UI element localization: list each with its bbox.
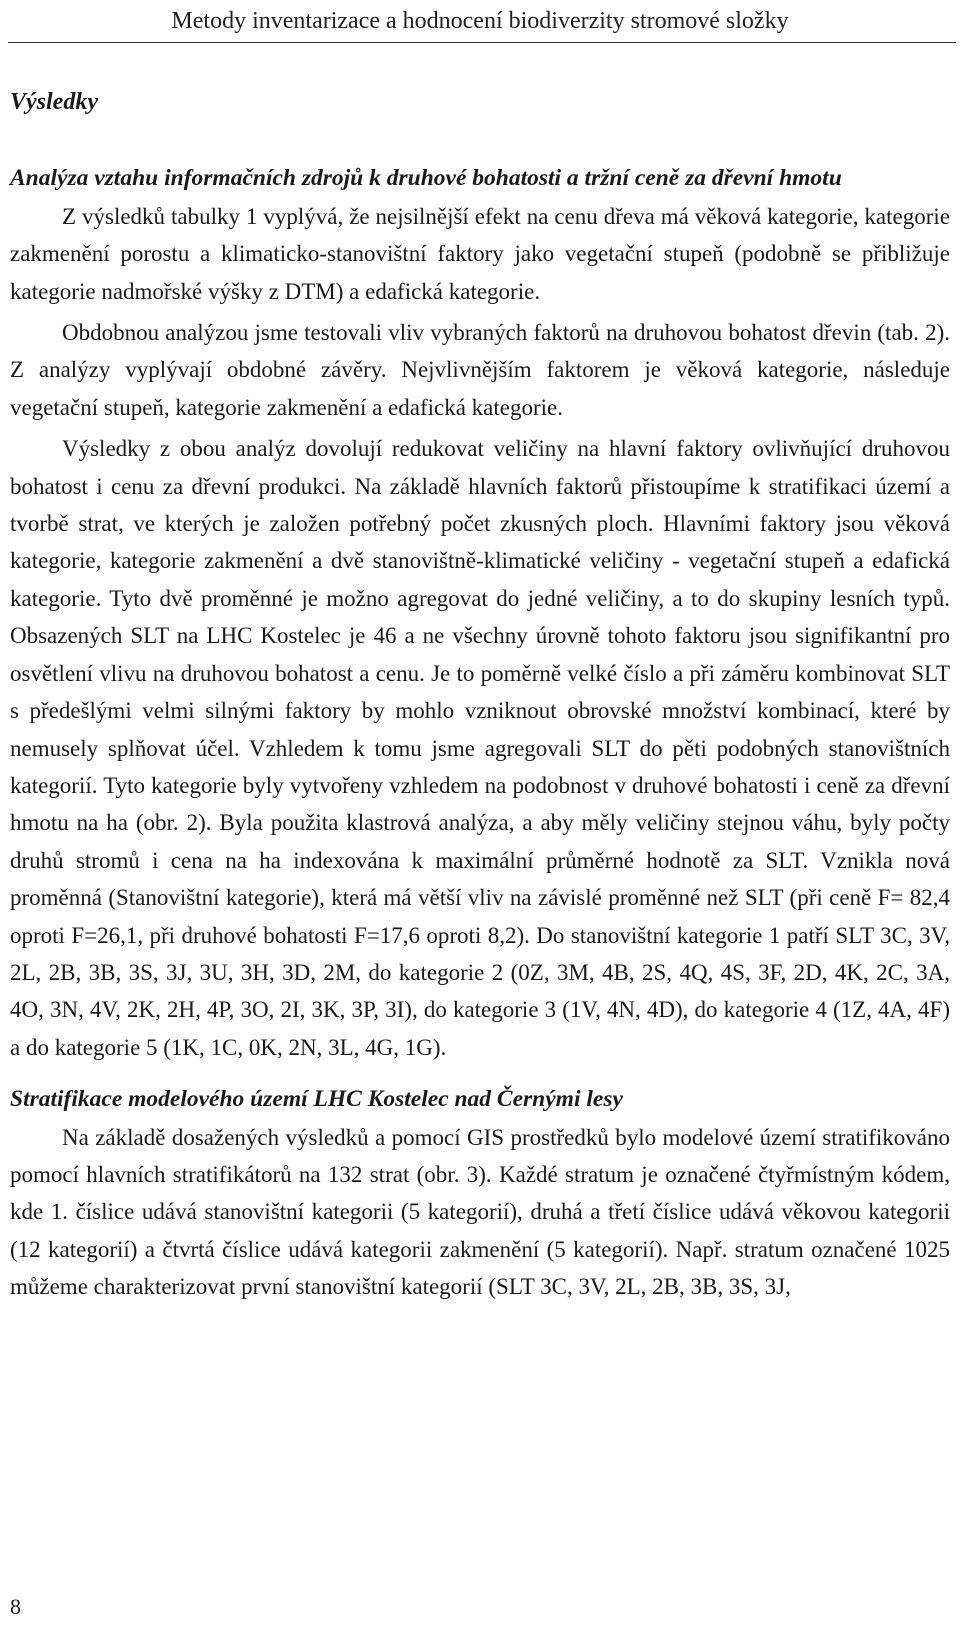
paragraph: Na základě dosažených výsledků a pomocí GIS prostředků bylo modelové území stratifikováno pomocí hlavních stratifikátorů na 132 strat (obr. 3). Každé stratum je označené čtyřmístným kódem, kde 1. číslice udává stanovištní kategorii (5 kategorií), druhá a třetí číslice udává věkovou kategorii (12 kategorií) a čtvrtá číslice udává kategorii zakmenění (5 kategorií). Např. stratum označené 1025 můžeme charakterizovat první stanovištní kategorií (SLT 3C, 3V, 2L, 2B, 3B, 3S, 3J, [10, 1124, 950, 1300]
section-title: Výsledky [10, 89, 98, 115]
header-divider [8, 42, 956, 43]
subsection-title-stratification: Stratifikace modelového území LHC Kostelec nad Černými lesy [10, 1086, 623, 1113]
subsection-title-analysis: Analýza vztahu informačních zdrojů k druhové bohatosti a tržní ceně za dřevní hmotu [10, 165, 842, 192]
page-number: 8 [10, 1594, 21, 1619]
running-header: Metody inventarizace a hodnocení biodiverzity stromové složky [171, 8, 789, 34]
page-content [10, 84, 950, 1306]
paragraph: Obdobnou analýzou jsme testovali vliv vybraných faktorů na druhovou bohatost dřevin (tab. 2). Z analýzy vyplývají obdobné závěry. Nejvlivnějším faktorem je věková kategorie, následuje vegetační stupeň, kategorie zakmenění a edafická kategorie. [10, 320, 950, 420]
paragraph: Z výsledků tabulky 1 vyplývá, že nejsilnější efekt na cenu dřeva má věková kategorie, kategorie zakmenění porostu a klimaticko-stanovištní faktory jako vegetační stupeň (podobně se přibližuje kategorie nadmořské výšky z DTM) a edafická kategorie. [10, 203, 950, 304]
paragraph: Výsledky z obou analýz dovolují redukovat veličiny na hlavní faktory ovlivňující druhovou bohatost i cenu za dřevní produkci. Na základě hlavních faktorů přistoupíme k stratifikaci území a tvorbě strat, ve kterých je založen potřebný počet zkusných ploch. Hlavními faktory jsou věková kategorie, kategorie zakmenění a dvě stanovištně-klimatické veličiny - vegetační stupeň a edafická kategorie. Tyto dvě proměnné je možno agregovat do jedné veličiny, a to do skupiny lesních typů. Obsazených SLT na LHC Kostelec je 46 a ne všechny úrovně tohoto faktoru jsou signifikantní pro osvětlení vlivu na druhovou bohatost a cenu. Je to poměrně velké číslo a při záměru kombinovat SLT s předešlými velmi silnými faktory by mohlo vzniknout obrovské množství kombinací, které by nemusely splňovat účel. Vzhledem k tomu jsme agregovali SLT do pěti podobných stanovištních kategorií. Tyto kategorie byly vytvořeny vzhledem na podobnost v druhové bohatosti i ceně za dřevní hmotu na ha (obr. 2). Byla použita klastrová analýza, a aby měly veličiny stejnou váhu, byly počty druhů stromů i cena na ha indexována k maximální průměrné hodnotě za SLT. Vznikla nová proměnná (Stanovištní kategorie), která má větší vliv na závislé proměnné než SLT (při ceně F= 82,4 oproti F=26,1, při druhové bohatosti F=17,6 oproti 8,2). Do stanovištní kategorie 1 patří SLT 3C, 3V, 2L, 2B, 3B, 3S, 3J, 3U, 3H, 3D, 2M, do kategorie 2 (0Z, 3M, 4B, 2S, 4Q, 4S, 3F, 2D, 4K, 2C, 3A, 4O, 3N, 4V, 2K, 2H, 4P, 3O, 2I, 3K, 3P, 3I), do kategorie 3 (1V, 4N, 4D), do kategorie 4 (1Z, 4A, 4F) a do kategorie 5 (1K, 1C, 0K, 2N, 3L, 4G, 1G). [10, 436, 950, 1060]
